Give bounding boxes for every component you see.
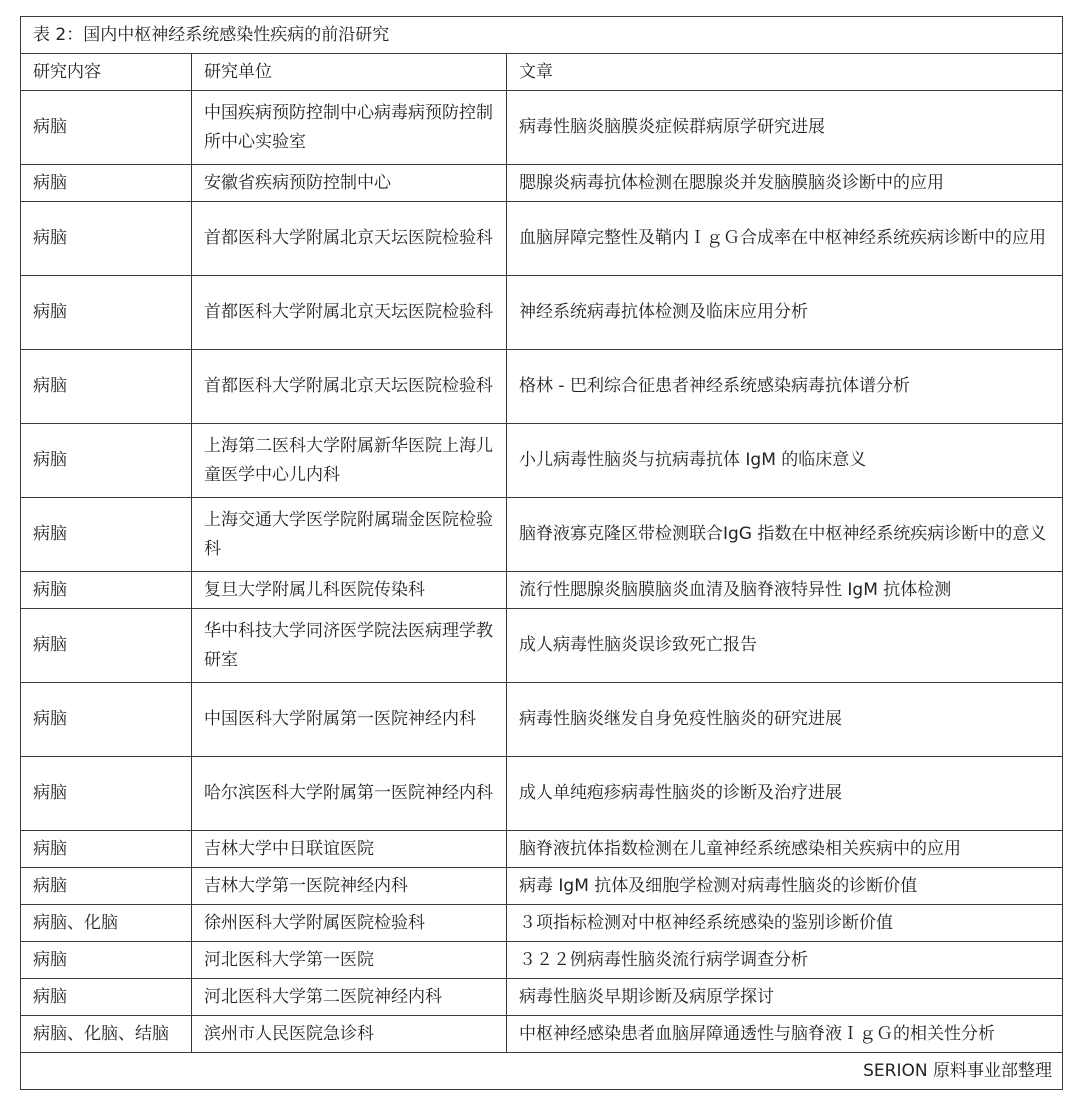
table-row <box>21 202 1063 276</box>
row-article: 病毒性脑炎脑膜炎症候群病原学研究进展 <box>507 91 1063 165</box>
table-row <box>21 424 1063 498</box>
table-row <box>21 905 1063 942</box>
row-research-content: 病脑 <box>21 979 192 1016</box>
row-research-content: 病脑 <box>21 831 192 868</box>
row-research-content: 病脑、化脑 <box>21 905 192 942</box>
header-research-unit: 研究单位 <box>192 54 507 91</box>
row-research-unit: 哈尔滨医科大学附属第一医院神经内科 <box>192 757 507 831</box>
row-article: 病毒 IgM 抗体及细胞学检测对病毒性脑炎的诊断价值 <box>507 868 1063 905</box>
row-article: 病毒性脑炎早期诊断及病原学探讨 <box>507 979 1063 1016</box>
table-row <box>21 609 1063 683</box>
row-research-content: 病脑 <box>21 91 192 165</box>
row-research-unit: 徐州医科大学附属医院检验科 <box>192 905 507 942</box>
table-row <box>21 498 1063 572</box>
row-research-unit: 河北医科大学第二医院神经内科 <box>192 979 507 1016</box>
row-research-content: 病脑、化脑、结脑 <box>21 1016 192 1053</box>
source-credit: SERION 原料事业部整理 <box>21 1053 1063 1090</box>
row-research-unit: 安徽省疾病预防控制中心 <box>192 165 507 202</box>
row-research-unit: 首都医科大学附属北京天坛医院检验科 <box>192 276 507 350</box>
row-research-content: 病脑 <box>21 868 192 905</box>
row-research-unit: 中国医科大学附属第一医院神经内科 <box>192 683 507 757</box>
row-research-content: 病脑 <box>21 609 192 683</box>
table-row <box>21 350 1063 424</box>
table-row <box>21 683 1063 757</box>
row-article: 成人病毒性脑炎误诊致死亡报告 <box>507 609 1063 683</box>
table-row <box>21 572 1063 609</box>
row-article: 流行性腮腺炎脑膜脑炎血清及脑脊液特异性 IgM 抗体检测 <box>507 572 1063 609</box>
row-article: 小儿病毒性脑炎与抗病毒抗体 IgM 的临床意义 <box>507 424 1063 498</box>
table-row <box>21 757 1063 831</box>
research-table <box>20 16 1063 1090</box>
row-article: ３项指标检测对中枢神经系统感染的鉴别诊断价值 <box>507 905 1063 942</box>
row-article: 脑脊液抗体指数检测在儿童神经系统感染相关疾病中的应用 <box>507 831 1063 868</box>
row-article: 血脑屏障完整性及鞘内ＩｇＧ合成率在中枢神经系统疾病诊断中的应用 <box>507 202 1063 276</box>
caption-row <box>21 17 1063 54</box>
row-research-unit: 华中科技大学同济医学院法医病理学教研室 <box>192 609 507 683</box>
table-row <box>21 942 1063 979</box>
row-article: 中枢神经感染患者血脑屏障通透性与脑脊液ＩｇＧ的相关性分析 <box>507 1016 1063 1053</box>
row-research-unit: 首都医科大学附属北京天坛医院检验科 <box>192 202 507 276</box>
row-research-unit: 河北医科大学第一医院 <box>192 942 507 979</box>
header-row <box>21 54 1063 91</box>
row-research-content: 病脑 <box>21 350 192 424</box>
table-row <box>21 276 1063 350</box>
row-research-content: 病脑 <box>21 165 192 202</box>
row-article: 脑脊液寡克隆区带检测联合IgG 指数在中枢神经系统疾病诊断中的意义 <box>507 498 1063 572</box>
row-research-content: 病脑 <box>21 202 192 276</box>
row-article: ３２２例病毒性脑炎流行病学调查分析 <box>507 942 1063 979</box>
table-row <box>21 979 1063 1016</box>
row-article: 神经系统病毒抗体检测及临床应用分析 <box>507 276 1063 350</box>
row-research-content: 病脑 <box>21 276 192 350</box>
row-research-content: 病脑 <box>21 498 192 572</box>
table-caption: 表 2：国内中枢神经系统感染性疾病的前沿研究 <box>21 17 1063 54</box>
row-research-unit: 吉林大学中日联谊医院 <box>192 831 507 868</box>
row-research-unit: 中国疾病预防控制中心病毒病预防控制所中心实验室 <box>192 91 507 165</box>
table-row <box>21 1016 1063 1053</box>
row-article: 腮腺炎病毒抗体检测在腮腺炎并发脑膜脑炎诊断中的应用 <box>507 165 1063 202</box>
table-row <box>21 868 1063 905</box>
row-research-content: 病脑 <box>21 942 192 979</box>
row-research-unit: 吉林大学第一医院神经内科 <box>192 868 507 905</box>
row-research-content: 病脑 <box>21 683 192 757</box>
row-article: 成人单纯疱疹病毒性脑炎的诊断及治疗进展 <box>507 757 1063 831</box>
credit-row <box>21 1053 1063 1090</box>
row-research-unit: 上海交通大学医学院附属瑞金医院检验科 <box>192 498 507 572</box>
header-research-content: 研究内容 <box>21 54 192 91</box>
row-research-unit: 滨州市人民医院急诊科 <box>192 1016 507 1053</box>
table-row <box>21 165 1063 202</box>
row-research-unit: 首都医科大学附属北京天坛医院检验科 <box>192 350 507 424</box>
row-research-content: 病脑 <box>21 424 192 498</box>
table-row <box>21 831 1063 868</box>
row-research-unit: 复旦大学附属儿科医院传染科 <box>192 572 507 609</box>
table-row <box>21 91 1063 165</box>
header-article: 文章 <box>507 54 1063 91</box>
row-research-content: 病脑 <box>21 572 192 609</box>
row-article: 病毒性脑炎继发自身免疫性脑炎的研究进展 <box>507 683 1063 757</box>
row-research-unit: 上海第二医科大学附属新华医院上海儿童医学中心儿内科 <box>192 424 507 498</box>
row-research-content: 病脑 <box>21 757 192 831</box>
row-article: 格林 - 巴利综合征患者神经系统感染病毒抗体谱分析 <box>507 350 1063 424</box>
